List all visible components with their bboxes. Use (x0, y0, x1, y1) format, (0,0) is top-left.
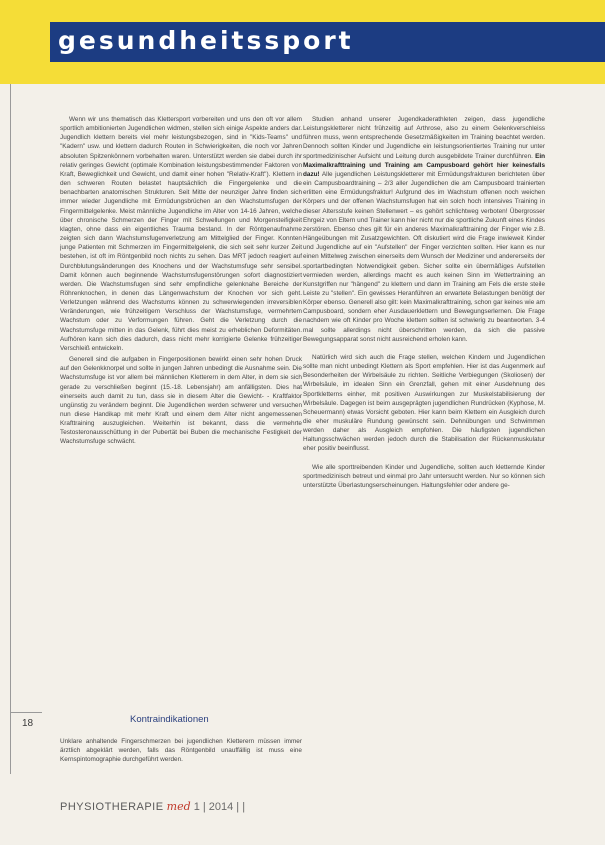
article-right-column (303, 115, 545, 845)
emphasis-text: Ein Maximalkrafttraining und Training am Campusboard gehört hier keinesfalls dazu! (303, 152, 545, 178)
article-left-column (60, 115, 302, 715)
body-paragraph: Wie alle sporttreibenden Kinder und Jugendliche, sollten auch kletternde Kinder sportmedizinisch betreut und einmal pro Jahr untersucht werden. Nur so können sich unterstützte Überlastungserscheinungen. Haltungsfehler oder andere ge- (303, 463, 545, 489)
body-paragraph: Natürlich wird sich auch die Frage stellen, welchen Kindern und Jugendlichen sollte man nicht unbedingt Klettern als Sport empfehlen. Hier ist das Augenmerk auf Besonderheiten der Wirbelsäule zu richten. Seitliche Verbiegungen (Skoliosen) der Wirbelsäule, im idealen Sinn ein Grenzfall, gehen mit einer Ausdehnung des Sportkletterns einher, mit positiven Auswirkungen zur Muskelstabilisierung der Wirbelsäule. Dagegen ist beim ausgeprägten jugendlichen Rundrücken (Kyphose, M. Scheuermann) etwas Vorsicht geboten. Hier kann beim Klettern ein Ausgleich durch die eher muskuläre Rundung gewünscht sein. Dehnübungen und Schwimmen werden daher als Ausgleich empfohlen. Die häufigsten jugendlichen Haltungsschwächen werden jedoch durch die Stabilisation der Rückenmuskulatur eher positiv beeinflusst. (303, 353, 545, 453)
section-title-bar (50, 22, 605, 62)
body-text: Alle jugendlichen Leistungskletterer mit Ermüdungsfrakturen berichteten über ein Campusboardtraining – 2/3 aller Jugendlichen die am Campusboard trainierten erlitten eine Ermüdungsfraktur! Aufgrund des im Wachstum offenen noch weichen Körpers und der offenen Wachstumsfugen hat ein solch hoch intensives Training in dieser Altersstufe keinen Stellenwert – es gehört schlichtweg verboten! Übergrosser Ehrgeiz von Eltern und Trainer kann hier nicht nur die sportliche Zukunft eines Kindes zerstören. Ebenso ches gilt für ein anderes Maximalkrafttraining der Finger wie z.B. Hängeübungen mit Zusatzgewichten. Oft diskutiert wird die Frage inwieweit Kinder und Jugendliche auf ein "Aufstellen" der Finger verzichten sollten. Hier kann es nur einen Mittelweg zwischen einerseits dem Wunsch der Mediziner und andererseits der sportartbedingten Notwendigkeit geben. Sicher sollte ein übermäßiges Aufstellen vermieden werden, allerdings macht es auch keinen Sinn im Wettertraining an Kunstgriffen nur "hängend" zu klettern und dann im Training am Fels die erste steile Leiste zu "stellen". Ein gewisses Heranführen an erwartete Belastungen benötigt der Körper ebenso. Generell also gilt: kein Maximalkrafttraining, schon gar keines wie am Campusboard, sondern eher Ausdauerklettern und Bewegungserlernen. Die Frage nachdem wie oft Kinder pro Woche klettern sollten ist schwierig zu beantworten. 3-4 mal sollte allerdings nicht überschritten werden, da sich die passive Bewegungsapparat sonst nicht ausreichend erholen kann. (303, 170, 545, 343)
body-paragraph: Generell sind die aufgaben in Fingerpositionen bewirkt einen sehr hohen Druck auf den Gelenkknorpel und sollte in jungen Jahren unbedingt die Ausnahme sein. Die Wachstumsfuge ist vor allem bei männlichen Kletterern in dem Alter, in dem sie sich gerade zu verschließen beginnt (15.-18. Lebensjahr) am anfälligsten. Dies hat einerseits auch damit zu tun, dass sie in diesem Alter die Gewicht- - Kraftfaktor ungünstig zu verändern beginnt. Die Jugendlichen werden schwerer und versuchen nun diese Handikap mit mehr Kraft und einem dem Alter nicht angemessenen Krafttraining auszugleichen. Weiterhin ist bekannt, dass die vermehrte Testosteronausschüttung in der Pubertät bei Buben die mechanische Festigkeit der Wachstumsfuge schwächt. (60, 356, 302, 446)
header-banner (0, 0, 605, 84)
contraindications-text: Unklare anhaltende Fingerschmerzen bei jugendlichen Kletterern müssen immer ärztlich abgeklärt werden, falls das Röntgenbild unauffällig ist muss eine Kernspintomographie durchgeführt werden. (60, 738, 302, 764)
contraindications-text-block (60, 737, 302, 797)
issue-number: 1 | 2014 | | (193, 801, 246, 813)
body-paragraph: Wenn wir uns thematisch das Klettersport vorbereiten und uns den oft vor allem sportlich ambitionierten Jugendlichen widmen, stellen sich einige Aspekte anders dar. Jugendlich klettern bereits viel mehr leistungsbezogen, sind in "Kids-Teams" und "Kadern" usw. und klettern dadurch Routen in Schwierigkeiten, die noch vor Jahren absoluten Spitzenkönnern vorbehalten waren. Unterstützt werden sie dabei durch ihr relativ geringes Gewicht (optimale Kombination leistungsbestimmender Faktoren von Kraft, Beweglichkeit und Gewicht, und damit einer hohen "Relativ-Kraft"). Klettern in den schweren Routen belastet hauptsächlich die Fingergelenke und die benachbarten anatomischen Strukturen. Seit Mitte der neunziger Jahre finden sich immer wieder Jugendliche mit Ermüdungsbrüchen an den Wachstumsfugen der Fingermittelgelenke. Meist männliche Jugendliche im Alter von 14-16 Jahren, welche über chronische Schmerzen der Finger mit Schwellungen und Morgensteifigkeit klagten, ohne dass ein eigentliches Trauma bestand. In der Röntgenaufnahme zeigten sich dann Wachstumsfugenverletzung am Mittelglied der Finger. Konnten junge Patienten mit Schmerzen im Fingermittelgelenk, die sich seit sehr kurzer Zeit bestehen, ist oft im Röntgenbild noch nichts zu sehen. Das MRT jedoch reagiert auf Durchblutungsänderungen des Knochens und der Wachstumsfuge sehr sensibel. Damit können auch beginnende Wachstumsfugenstörungen sofort diagnostiziert werden. Die Wachstumsfugen sind sehr empfindliche gelenknahe Bereiche der Röhrenknochen, in denen das Längenwachstum der Knochen vor sich geht. Verletzungen während des Wachstums können zu schwerwiegenden irreversiblen Veränderungen, wie frühzeitigem Verschluss der Wachstumsfuge, vermehrtem Wachstum oder zu Verformungen führen. Geht die Verletzung durch die Wachstumsfuge mitten in das Gelenk, führt dies meist zu erheblichen Deformitäten. Aufhören kann sich dies dadurch, dass nicht mehr korrigierte Gelenke frühzeitiger Verschleiß entwickeln. (60, 116, 302, 352)
section-title: gesundheitssport (58, 26, 354, 55)
page-number-rule (10, 712, 42, 713)
magazine-brand-med: med (166, 800, 191, 813)
page-number: 18 (22, 718, 34, 729)
magazine-footer (60, 800, 245, 820)
magazine-brand: PHYSIOTHERAPIE (60, 801, 164, 813)
margin-rule (10, 84, 11, 774)
contraindications-heading: Kontraindikationen (130, 714, 209, 725)
body-text: Studien anhand unserer Jugendkaderathleten zeigen, dass jugendliche Leistungskletterer nicht frühzeitig auf Arthrose, also zu einem Gelenkverschleiss führen muss, wenn entsprechende Gesetzmäßigkeiten im Training beachtet werden. Dennoch sollten Kinder und Jugendliche ein leistungsorientiertes Training nur unter sportmedizinischer Aufsicht und Leitung durch ausgebildete Trainer durchführen. (303, 116, 545, 160)
body-paragraph (303, 115, 545, 344)
